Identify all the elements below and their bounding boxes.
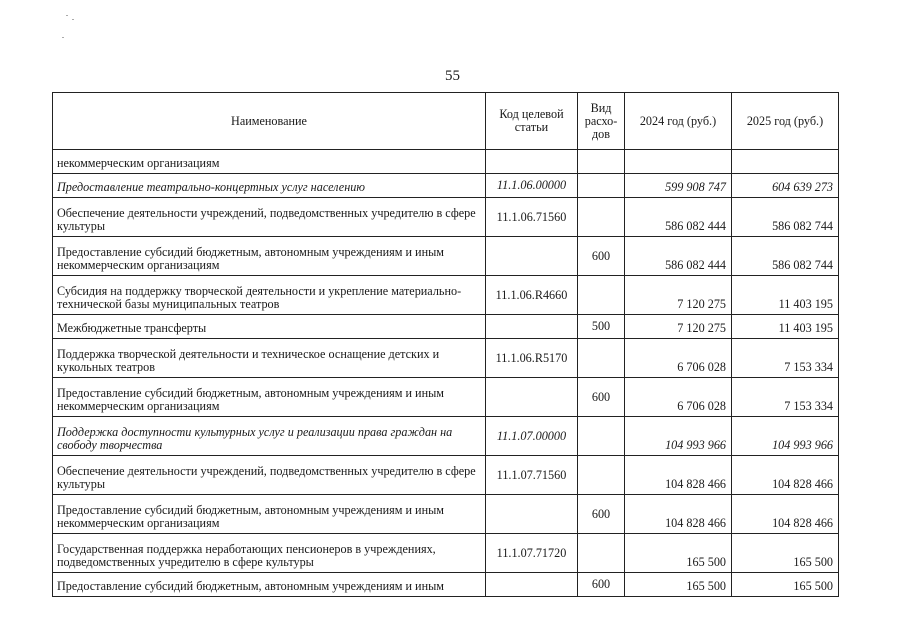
scan-speck bbox=[72, 19, 74, 20]
row-name: Поддержка доступности культурных услуг и реализации права граждан на свободу творчества bbox=[53, 417, 486, 456]
row-2024: 6 706 028 bbox=[625, 339, 732, 378]
row-2024: 6 706 028 bbox=[625, 378, 732, 417]
row-2024: 165 500 bbox=[625, 534, 732, 573]
row-code bbox=[486, 495, 578, 534]
row-name: Межбюджетные трансферты bbox=[53, 315, 486, 339]
row-code: 11.1.07.71720 bbox=[486, 534, 578, 573]
row-name: Обеспечение деятельности учреждений, подведомственных учредителю в сфере культуры bbox=[53, 456, 486, 495]
row-name: Предоставление субсидий бюджетным, автономным учреждениям и иным некоммерческим организациям bbox=[53, 237, 486, 276]
column-header-2025: 2025 год (руб.) bbox=[732, 93, 839, 150]
row-code bbox=[486, 378, 578, 417]
row-2024: 586 082 444 bbox=[625, 198, 732, 237]
row-2024: 599 908 747 bbox=[625, 174, 732, 198]
scan-speck bbox=[66, 15, 68, 16]
row-name: Обеспечение деятельности учреждений, подведомственных учредителю в сфере культуры bbox=[53, 198, 486, 237]
row-2025: 586 082 744 bbox=[732, 237, 839, 276]
row-2025: 104 828 466 bbox=[732, 456, 839, 495]
row-2025: 165 500 bbox=[732, 573, 839, 597]
row-type bbox=[578, 276, 625, 315]
table-row bbox=[53, 315, 839, 339]
scan-speck bbox=[62, 37, 64, 38]
row-type: 600 bbox=[578, 573, 625, 597]
row-name: Предоставление субсидий бюджетным, автономным учреждениям и иным некоммерческим организациям bbox=[53, 378, 486, 417]
row-code: 11.1.06.R4660 bbox=[486, 276, 578, 315]
row-type: 600 bbox=[578, 237, 625, 276]
row-type bbox=[578, 417, 625, 456]
table-header-row bbox=[53, 93, 839, 150]
table-row bbox=[53, 534, 839, 573]
row-code bbox=[486, 150, 578, 174]
row-name: Предоставление субсидий бюджетным, автономным учреждениям и иным некоммерческим организациям bbox=[53, 495, 486, 534]
row-name: Субсидия на поддержку творческой деятельности и укрепление материально-технической базы муниципальных театров bbox=[53, 276, 486, 315]
row-name: Государственная поддержка неработающих пенсионеров в учреждениях, подведомственных учредителю в сфере культуры bbox=[53, 534, 486, 573]
row-2025: 104 828 466 bbox=[732, 495, 839, 534]
row-2025: 104 993 966 bbox=[732, 417, 839, 456]
row-type: 600 bbox=[578, 378, 625, 417]
row-code bbox=[486, 315, 578, 339]
row-2024: 104 828 466 bbox=[625, 495, 732, 534]
table-row bbox=[53, 150, 839, 174]
row-type bbox=[578, 534, 625, 573]
table-row bbox=[53, 417, 839, 456]
column-header-type: Вид расхо-дов bbox=[578, 93, 625, 150]
table-row bbox=[53, 276, 839, 315]
table-row bbox=[53, 237, 839, 276]
table-row bbox=[53, 573, 839, 597]
row-2024: 165 500 bbox=[625, 573, 732, 597]
row-name: Предоставление театрально-концертных услуг населению bbox=[53, 174, 486, 198]
row-code: 11.1.06.00000 bbox=[486, 174, 578, 198]
row-type bbox=[578, 339, 625, 378]
row-2024: 7 120 275 bbox=[625, 315, 732, 339]
row-2024: 104 993 966 bbox=[625, 417, 732, 456]
row-2024: 7 120 275 bbox=[625, 276, 732, 315]
table-row bbox=[53, 378, 839, 417]
row-2024: 104 828 466 bbox=[625, 456, 732, 495]
row-2025: 586 082 744 bbox=[732, 198, 839, 237]
row-type bbox=[578, 150, 625, 174]
row-type bbox=[578, 174, 625, 198]
budget-table bbox=[52, 92, 839, 597]
column-header-2024: 2024 год (руб.) bbox=[625, 93, 732, 150]
row-2025: 11 403 195 bbox=[732, 315, 839, 339]
row-2025: 165 500 bbox=[732, 534, 839, 573]
table-row bbox=[53, 495, 839, 534]
row-code bbox=[486, 237, 578, 276]
row-type: 500 bbox=[578, 315, 625, 339]
row-2025: 7 153 334 bbox=[732, 378, 839, 417]
row-name: некоммерческим организациям bbox=[53, 150, 486, 174]
row-code: 11.1.07.71560 bbox=[486, 456, 578, 495]
row-code: 11.1.07.00000 bbox=[486, 417, 578, 456]
row-code: 11.1.06.71560 bbox=[486, 198, 578, 237]
row-2024 bbox=[625, 150, 732, 174]
table-row bbox=[53, 198, 839, 237]
column-header-name: Наименование bbox=[53, 93, 486, 150]
row-code: 11.1.06.R5170 bbox=[486, 339, 578, 378]
row-2025: 11 403 195 bbox=[732, 276, 839, 315]
table-row bbox=[53, 339, 839, 378]
row-2025: 604 639 273 bbox=[732, 174, 839, 198]
row-type bbox=[578, 456, 625, 495]
page-number: 55 bbox=[445, 68, 460, 84]
row-code bbox=[486, 573, 578, 597]
row-2024: 586 082 444 bbox=[625, 237, 732, 276]
row-type bbox=[578, 198, 625, 237]
row-name: Поддержка творческой деятельности и техническое оснащение детских и кукольных театров bbox=[53, 339, 486, 378]
column-header-code: Код целевой статьи bbox=[486, 93, 578, 150]
row-type: 600 bbox=[578, 495, 625, 534]
table-row bbox=[53, 456, 839, 495]
table-row bbox=[53, 174, 839, 198]
row-2025 bbox=[732, 150, 839, 174]
row-2025: 7 153 334 bbox=[732, 339, 839, 378]
row-name: Предоставление субсидий бюджетным, автономным учреждениям и иным bbox=[53, 573, 486, 597]
